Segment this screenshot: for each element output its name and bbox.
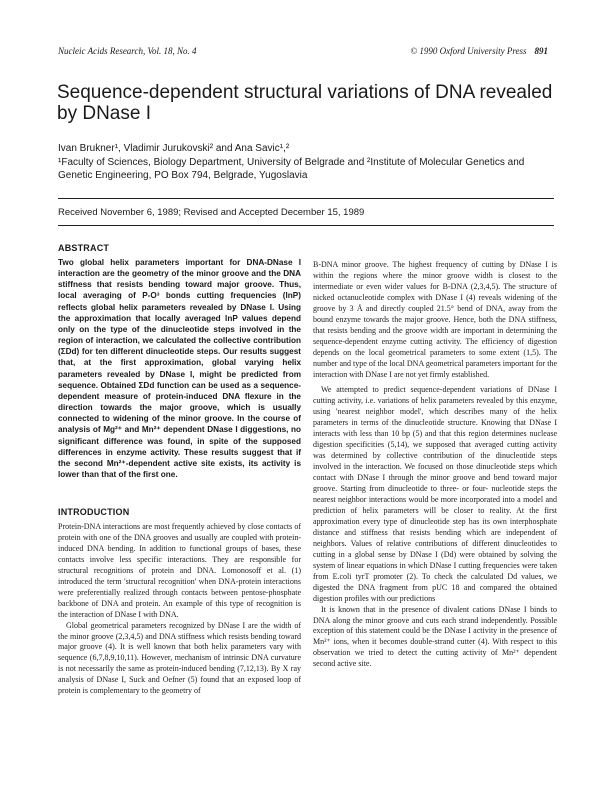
page-number: 891 [534,46,548,56]
bottom-divider [58,225,554,226]
introduction-heading: INTRODUCTION [58,507,130,517]
copyright-notice: © 1990 Oxford University Press [410,46,527,56]
abstract-text: Two global helix parameters important for DNA-DNase I interaction are the geometry of the minor groove and the DNA stiffness that resists bending toward major groove. Thus, local averaging of P-O³ bonds cutting frequencies (lnP) reflects global helix parameters revealed by DNase I. Using the approximation that locally averaged lnP values depend only on the type of the dinucleotide steps involved in the region of interaction, we calculated the collective contribution (ΣDd) for ten different dinucleotide steps. Our results suggest that, at the first approximation, global varying helix parameters revealed by DNase I, might be predicted from sequence. Obtained ΣDd function can be used as a sequence-dependent measure of protein-induced DNA flexure in the direction towards the major groove, which is usually connected to widening of the minor groove. In the course of analysis of Mg²⁺ and Mn²⁺ dependent DNase I diggestions, no significant difference was found, in spite of the supposed differences in enzyme activity. These results suggest that if the second Mn²⁺-dependent active site exists, its activity is lower than that of the first one. [58,258,301,479]
abstract-heading: ABSTRACT [58,243,110,253]
intro-paragraph-1: Protein-DNA interactions are most frequently achieved by close contacts of protein with one of the DNA grooves and usually are coupled with protein-induced DNA bending. In addition to functional groups of bases, these contacts involve less specific interactions. They are responsible for structural recognitions of protein and DNA. Lomonosoff et al. (1) introduced the term 'structural recognition' when DNA-protein interactions were preferentially realized through contacts between pentose-phosphate backbone of DNA and protein. An example of this type of recognition is the interaction of DNase I with DNA. [58,522,301,619]
introduction-body [58,522,301,697]
paper-title: Sequence-dependent structural variations of DNA revealed by DNase I [57,82,553,124]
author-list: Ivan Brukner¹, Vladimir Jurukovski² and Ana Savic¹,² [58,143,290,154]
abstract-body [58,257,301,480]
journal-citation: Nucleic Acids Research, Vol. 18, No. 4 [58,46,197,56]
intro-paragraph-2: Global geometrical parameters recognized by DNase I are the width of the minor groove (2,3,4,5) and DNA stiffness which resists bending toward major groove (4). It is well known that both helix parameters vary with sequence (6,7,8,9,10,11). However, mechanism of intrinsic DNA curvature is not necessarily the same as protein-induced bending (7,12,13). By X ray analysis of DNase I, Suck and Oefner (5) found that an exposed loop of protein is complementary to the geometry of [58,620,301,696]
right-paragraph-2: We attempted to predict sequence-dependent variations of DNase I cutting activity, i.e. variations of helix parameters revealed by this enzyme, using 'nearest neighbor model', which describes many of the helix parameters in terms of the dinucleotide structure. Knowing that DNase I interacts with less than 10 bp (5) and that this region determines nuclease digestion specificities (5,14), we supposed that averaged cutting activity was determined by collective contribution of the dinucleotide steps involved in the interaction. We focused on those dinucleotide steps which contact with DNase I through the minor groove and bend toward major groove. Starting from dinucleotide to three- or four- nucleotide steps the nearest neighbor interactions would be more incorporated into a model and prediction of helix parameters will be closer to reality. At the first approximation every type of dinucleotide step has its own interphosphate distance and stiffness that resists bending which are independent of neighbors. Values of relative contributions of different dinucleotides to cutting in a global sense by DNase I (Dd) were obtained by solving the system of linear equations in which DNase I cutting frequencies were taken from E.coli tyrT promoter (2). To check the calculated Dd values, we digested the DNA fragment from pUC 18 and compared the obtained digestion profiles with our predictions [313,385,557,603]
right-paragraph-1: B-DNA minor groove. The highest frequency of cutting by DNase I is within the regions where the minor groove width is closest to the intermediate or even wider values for B-DNA (2,3,4,5). The structure of nicked octanucleotide complex with DNase I (4) reveals widening of the groove by 3 Å and directly coupled 21.5° bend of DNA, away from the bound enzyme towards the major groove. Hence, both the DNA stiffness, that resists bending and the groove width are important in determining the sequence-dependent enzyme cutting activity. The efficiency of digestion depends on the local geometrical parameters to some extent (1,5). The number and type of the local DNA geometrical parameters important for the interaction with DNase I are not yet firmly established. [313,260,557,379]
right-column [313,260,557,670]
right-paragraph-3: It is known that in the presence of divalent cations DNase I binds to DNA along the minor groove and cuts each strand independently. Possible exception of this statement could be the DNase I activity in the presence of Mn²⁺ ions, when it becomes double-strand cutter (4). With respect to this observation we tried to detect the cutting activity of Mn²⁺ dependent second active site. [313,604,557,669]
top-divider [58,198,554,199]
received-dates: Received November 6, 1989; Revised and Accepted December 15, 1989 [58,207,365,218]
running-header-right [410,46,548,56]
affiliation: ¹Faculty of Sciences, Biology Department, University of Belgrade and ²Institute of Molecular Genetics and Genetic Engineering, PO Box 794, Belgrade, Yugoslavia [58,157,525,181]
